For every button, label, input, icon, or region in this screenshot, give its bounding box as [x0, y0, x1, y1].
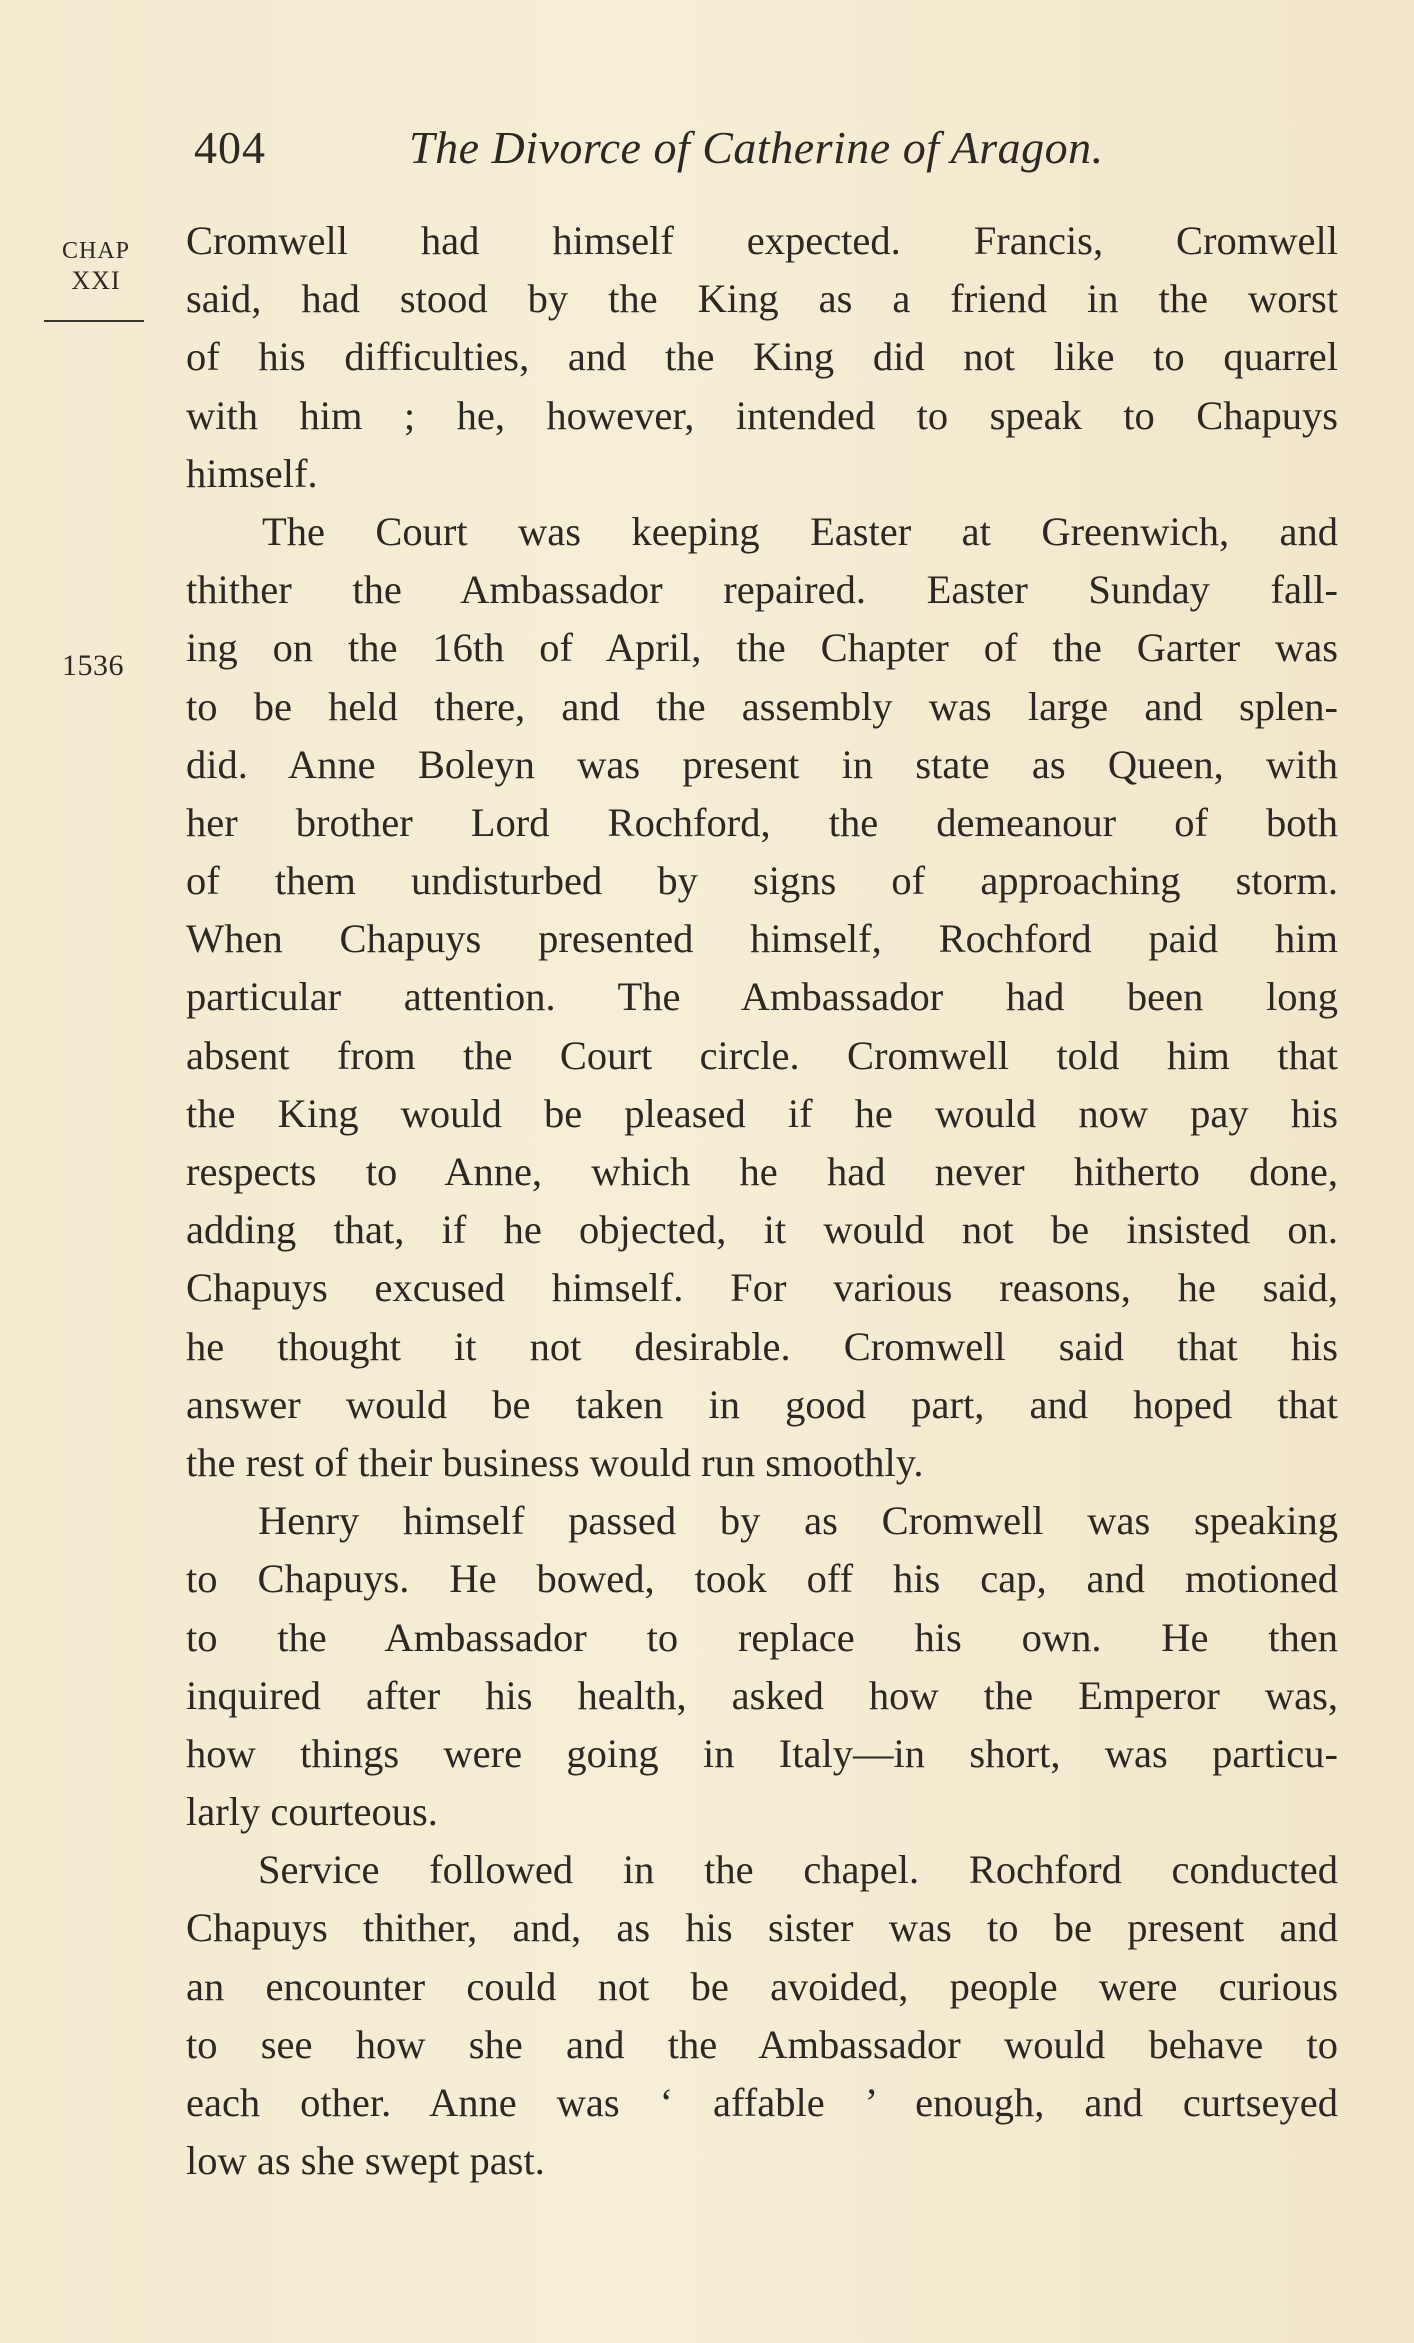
text-line: answer would be taken in good part, and hoped that: [186, 1381, 1338, 1427]
text-line: larly courteous.: [186, 1789, 438, 1835]
text-line: to the Ambassador to replace his own. He then: [186, 1614, 1338, 1660]
text-line: to be held there, and the assembly was large and splen-: [186, 683, 1338, 729]
text-line: himself.: [186, 450, 318, 496]
paragraph-first-line: The Court was keeping Easter at Greenwich, and: [262, 508, 1338, 554]
text-line: how things were going in Italy—in short, was particu-: [186, 1730, 1338, 1776]
paragraph-first-line: Henry himself passed by as Cromwell was speaking: [258, 1498, 1338, 1544]
text-line: did. Anne Boleyn was present in state as Queen, with: [186, 741, 1338, 787]
text-line: absent from the Court circle. Cromwell told him that: [186, 1032, 1338, 1078]
text-line: her brother Lord Rochford, the demeanour of both: [186, 799, 1338, 845]
text-line: low as she swept past.: [186, 2138, 545, 2184]
text-line: When Chapuys presented himself, Rochford paid him: [186, 916, 1338, 962]
text-line: adding that, if he objected, it would not be insisted on.: [186, 1207, 1338, 1253]
text-line: Cromwell had himself expected. Francis, Cromwell: [186, 218, 1338, 263]
page-number: 404: [194, 122, 266, 173]
text-line: of his difficulties, and the King did not like to quarrel: [186, 334, 1338, 380]
running-head: [194, 118, 1344, 178]
text-line: of them undisturbed by signs of approaching storm.: [186, 858, 1338, 904]
paragraph-first-line: Service followed in the chapel. Rochford conducted: [258, 1847, 1338, 1893]
text-line: Chapuys thither, and, as his sister was to be present and: [186, 1905, 1338, 1951]
running-title: The Divorce of Catherine of Aragon.: [409, 122, 1104, 173]
text-line: particular attention. The Ambassador had been long: [186, 974, 1338, 1020]
text-line: to see how she and the Ambassador would behave to: [186, 2021, 1338, 2067]
margin-rule: [44, 320, 144, 322]
text-line: ing on the 16th of April, the Chapter of the Garter was: [186, 625, 1338, 671]
margin-year-note: 1536: [62, 649, 124, 682]
text-line: said, had stood by the King as a friend in the worst: [186, 276, 1338, 322]
text-line: respects to Anne, which he had never hitherto done,: [186, 1149, 1338, 1194]
text-line: each other. Anne was ‘ affable ’ enough, and curtseyed: [186, 2080, 1338, 2125]
text-line: thither the Ambassador repaired. Easter Sunday fall-: [186, 567, 1338, 613]
text-line: inquired after his health, asked how the Emperor was,: [186, 1672, 1338, 1718]
text-line: Chapuys excused himself. For various reasons, he said,: [186, 1265, 1338, 1311]
text-line: the King would be pleased if he would now pay his: [186, 1090, 1338, 1136]
chapter-label: CHAP: [61, 238, 131, 264]
body-text: [186, 212, 1338, 2190]
text-line: with him ; he, however, intended to speak to Chapuys: [186, 392, 1338, 438]
chapter-number: XXI: [71, 266, 121, 295]
margin-chapter-note: [44, 236, 148, 296]
text-line: an encounter could not be avoided, people were curious: [186, 1963, 1338, 2009]
text-line: he thought it not desirable. Cromwell said that his: [186, 1323, 1338, 1369]
text-line: the rest of their business would run smoothly.: [186, 1439, 924, 1485]
text-line: to Chapuys. He bowed, took off his cap, and motioned: [186, 1556, 1338, 1602]
